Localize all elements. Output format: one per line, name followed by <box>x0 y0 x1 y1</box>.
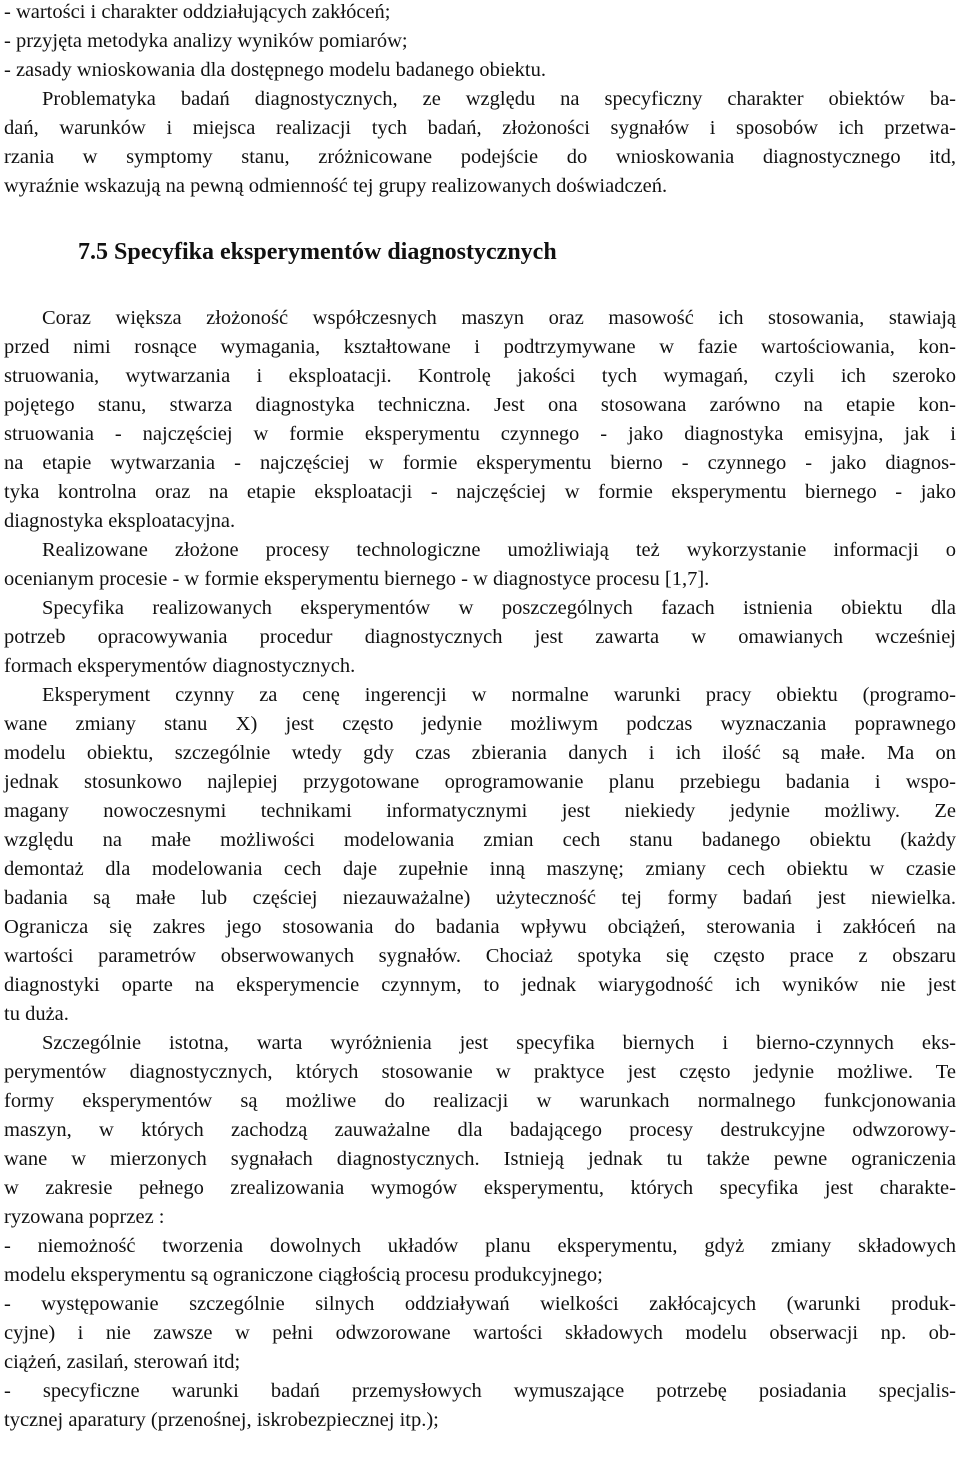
list-item: ciążeń, zasilań, sterowań itd; <box>4 1351 241 1373</box>
list-item: - zasady wnioskowania dla dostępnego modelu badanego obiektu. <box>4 59 546 81</box>
text-line: Eksperyment czynny za cenę ingerencji w normalne warunki pracy obiektu (programo- <box>42 684 956 706</box>
text-line: diagnostyka eksploatacyjna. <box>4 510 236 532</box>
intro-list <box>4 0 956 85</box>
document-page <box>4 0 956 1435</box>
text-line: przed nimi rosnące wymagania, kształtowane i podtrzymywane w fazie wartościowania, kon- <box>4 336 956 358</box>
text-line: ryzowana poprzez : <box>4 1206 165 1228</box>
text-line: Ogranicza się zakres jego stosowania do badania wpływu obciążeń, sterowania i zakłóceń na <box>4 916 956 938</box>
list-item: tycznej aparatury (przenośnej, iskrobezpiecznej itp.); <box>4 1409 439 1431</box>
text-line: badania są małe lub częściej niezauważalne) użyteczność tej formy badań jest niewielka. <box>4 887 956 909</box>
text-line: formy eksperymentów są możliwe do realizacji w warunkach normalnego funkcjonowania <box>4 1090 956 1112</box>
text-line: wyraźnie wskazują na pewną odmienność tej grupy realizowanych doświadczeń. <box>4 175 668 197</box>
text-line: tu duża. <box>4 1003 69 1025</box>
list-item: - występowanie szczególnie silnych oddziaływań wielkości zakłócajcych (warunki produk- <box>4 1293 956 1315</box>
text-line: modelu obiektu, szczególnie wtedy gdy czas zbierania danych i ich ilość są małe. Ma on <box>4 742 956 764</box>
text-line: wartości parametrów obserwowanych sygnałów. Chociaż spotyka się często prace z obszaru <box>4 945 956 967</box>
text-line: magany nowoczesnymi technikami informatycznymi jest niekiedy jedynie możliwy. Ze <box>4 800 956 822</box>
text-line: potrzeb opracowywania procedur diagnostycznych jest zawarta w omawianych wcześniej <box>4 626 956 648</box>
text-line: formach eksperymentów diagnostycznych. <box>4 655 356 677</box>
paragraph-specyfika <box>4 594 956 681</box>
section-heading: 7.5 Specyfika eksperymentów diagnostycznych <box>78 239 557 265</box>
text-line: jednak stosunkowo najlepiej przygotowane oprogramowanie planu przebiegu badania i wspo- <box>4 771 956 793</box>
text-line: Coraz większa złożoność współczesnych maszyn oraz masowość ich stosowania, stawiają <box>42 307 956 329</box>
text-line: wane zmiany stanu X) jest często jedynie możliwym podczas wyznaczania poprawnego <box>4 713 956 735</box>
text-line: w zakresie pełnego zrealizowania wymogów eksperymentu, których specyfika jest charakte- <box>4 1177 956 1199</box>
text-line: rzania w symptomy stanu, zróżnicowane podejście do wnioskowania diagnostycznego itd, <box>4 146 956 168</box>
text-line: demontaż dla modelowania cech daje zupełnie inną maszynę; zmiany cech obiektu w czasie <box>4 858 956 880</box>
list-item: - przyjęta metodyka analizy wyników pomiarów; <box>4 30 408 52</box>
list-item: modelu eksperymentu są ograniczone ciągłością procesu produkcyjnego; <box>4 1264 603 1286</box>
paragraph-realizowane <box>4 536 956 594</box>
paragraph-szczegolnie <box>4 1029 956 1232</box>
text-line: maszyn, w których zachodzą zauważalne dla badającego procesy destrukcyjne odwzorowy- <box>4 1119 956 1141</box>
text-line: perymentów diagnostycznych, których stosowanie w praktyce jest często jedynie możliwe. Te <box>4 1061 956 1083</box>
text-line: względu na małe możliwości modelowania zmian cech stanu badanego obiektu (każdy <box>4 829 956 851</box>
text-line: tyka kontrolna oraz na etapie eksploatacji - najczęściej w formie eksperymentu biernego - jako <box>4 481 956 503</box>
text-line: Problematyka badań diagnostycznych, ze względu na specyficzny charakter obiektów ba- <box>42 88 956 110</box>
list-item: - wartości i charakter oddziałujących zakłóceń; <box>4 1 391 23</box>
text-line: struowania - najczęściej w formie eksperymentu czynnego - jako diagnostyka emisyjna, jak i <box>4 423 956 445</box>
text-line: pojętego stanu, stwarza diagnostyka techniczna. Jest ona stosowana zarówno na etapie kon- <box>4 394 956 416</box>
text-line: struowania, wytwarzania i eksploatacji. Kontrolę jakości tych wymagań, czyli ich szeroko <box>4 365 956 387</box>
paragraph-problematyka <box>4 85 956 201</box>
text-line: Realizowane złożone procesy technologiczne umożliwiają też wykorzystanie informacji o <box>42 539 956 561</box>
text-line: Specyfika realizowanych eksperymentów w poszczególnych fazach istnienia obiektu dla <box>42 597 956 619</box>
text-line: diagnostyki oparte na eksperymencie czynnym, to jednak wiarygodność ich wyników nie jest <box>4 974 956 996</box>
text-line: na etapie wytwarzania - najczęściej w formie eksperymentu bierno - czynnego - jako diagnos- <box>4 452 956 474</box>
paragraph-coraz <box>4 304 956 536</box>
text-line: ocenianym procesie - w formie eksperymentu biernego - w diagnostyce procesu [1,7]. <box>4 568 710 590</box>
text-line: Szczególnie istotna, warta wyróżnienia jest specyfika biernych i bierno-czynnych eks- <box>42 1032 956 1054</box>
limitations-list <box>4 1232 956 1435</box>
text-line: dań, warunków i miejsca realizacji tych badań, złożoności sygnałów i sposobów ich przetwa- <box>4 117 956 139</box>
text-line: wane w mierzonych sygnałach diagnostycznych. Istnieją jednak tu także pewne ograniczenia <box>4 1148 956 1170</box>
list-item: - niemożność tworzenia dowolnych układów planu eksperymentu, gdyż zmiany składowych <box>4 1235 956 1257</box>
list-item: - specyficzne warunki badań przemysłowych wymuszające potrzebę posiadania specjalis- <box>4 1380 956 1402</box>
list-item: cyjne) i nie zawsze w pełni odwzorowane wartości składowych modelu obserwacji np. ob- <box>4 1322 956 1344</box>
paragraph-eksperyment <box>4 681 956 1029</box>
